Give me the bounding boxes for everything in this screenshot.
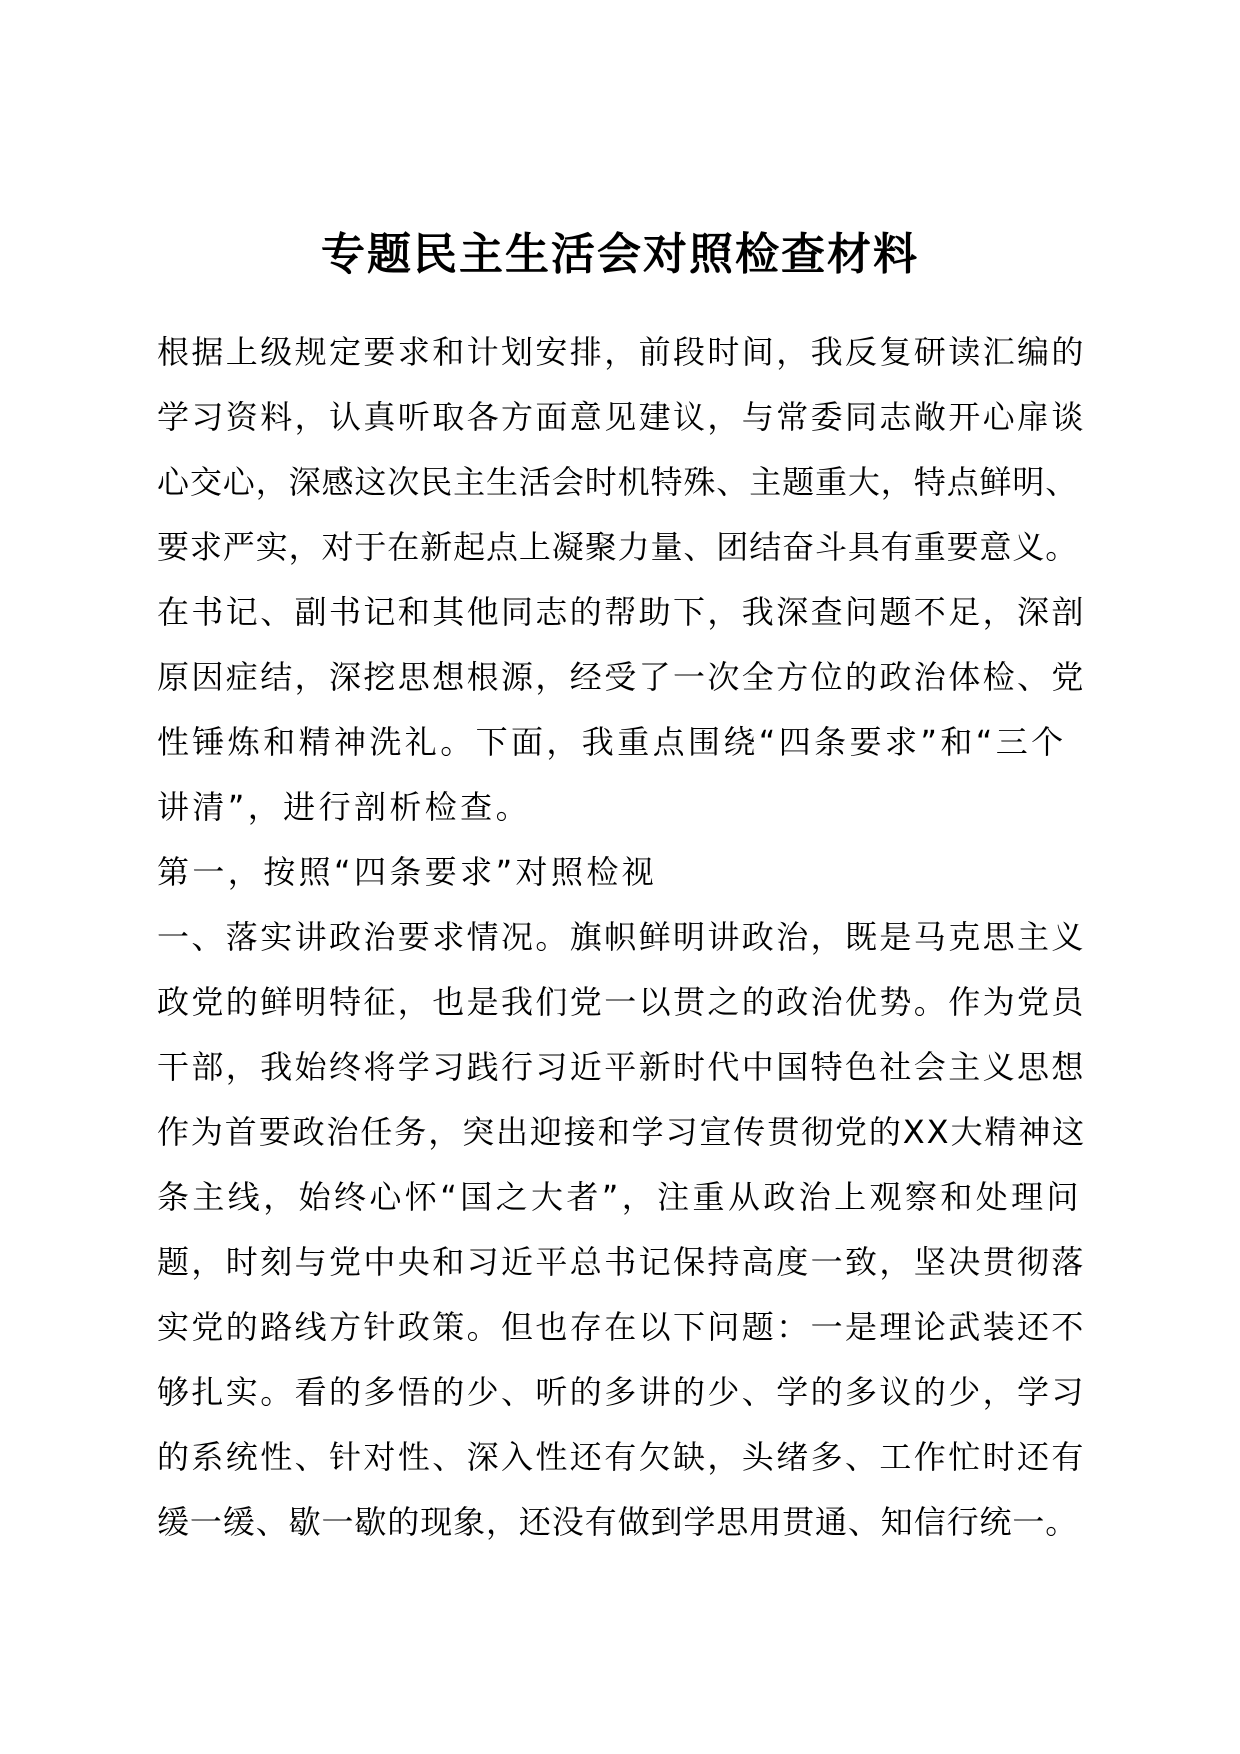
body-line: 够扎实。看的多悟的少、听的多讲的少、学的多议的少，学习 (157, 1373, 1086, 1411)
body-line: 一、落实讲政治要求情况。旗帜鲜明讲政治，既是马克思主义 (157, 918, 1086, 956)
document-title: 专题民主生活会对照检查材料 (321, 229, 919, 280)
body-line: 的系统性、针对性、深入性还有欠缺，头绪多、工作忙时还有 (157, 1438, 1086, 1476)
body-line: 作为首要政治任务，突出迎接和学习宣传贯彻党的XX大精神这 (157, 1113, 1087, 1151)
body-line: 讲清”，进行剖析检查。 (157, 788, 531, 826)
body-line: 要求严实，对于在新起点上凝聚力量、团结奋斗具有重要意义。 (157, 528, 1079, 566)
body-line: 在书记、副书记和其他同志的帮助下，我深查问题不足，深剖 (157, 593, 1086, 631)
section-heading: 第一，按照“四条要求”对照检视 (157, 853, 658, 891)
body-line: 缓一缓、歇一歇的现象，还没有做到学思用贯通、知信行统一。 (157, 1503, 1079, 1541)
body-line: 实党的路线方针政策。但也存在以下问题：一是理论武装还不 (157, 1308, 1086, 1346)
body-line: 条主线，始终心怀“国之大者”，注重从政治上观察和处理问 (157, 1178, 1082, 1216)
body-line: 根据上级规定要求和计划安排，前段时间，我反复研读汇编的 (157, 333, 1086, 371)
body-line: 原因症结，深挖思想根源，经受了一次全方位的政治体检、党 (157, 658, 1086, 696)
body-line: 学习资料，认真听取各方面意见建议，与常委同志敞开心扉谈 (157, 398, 1086, 436)
body-line: 干部，我始终将学习践行习近平新时代中国特色社会主义思想 (157, 1048, 1086, 1086)
body-line: 性锤炼和精神洗礼。下面，我重点围绕“四条要求”和“三个 (157, 723, 1067, 761)
body-line: 心交心，深感这次民主生活会时机特殊、主题重大，特点鲜明、 (157, 463, 1079, 501)
body-line: 题，时刻与党中央和习近平总书记保持高度一致，坚决贯彻落 (157, 1243, 1086, 1281)
body-line: 政党的鲜明特征，也是我们党一以贯之的政治优势。作为党员 (157, 983, 1086, 1021)
document-body (157, 320, 1087, 1555)
